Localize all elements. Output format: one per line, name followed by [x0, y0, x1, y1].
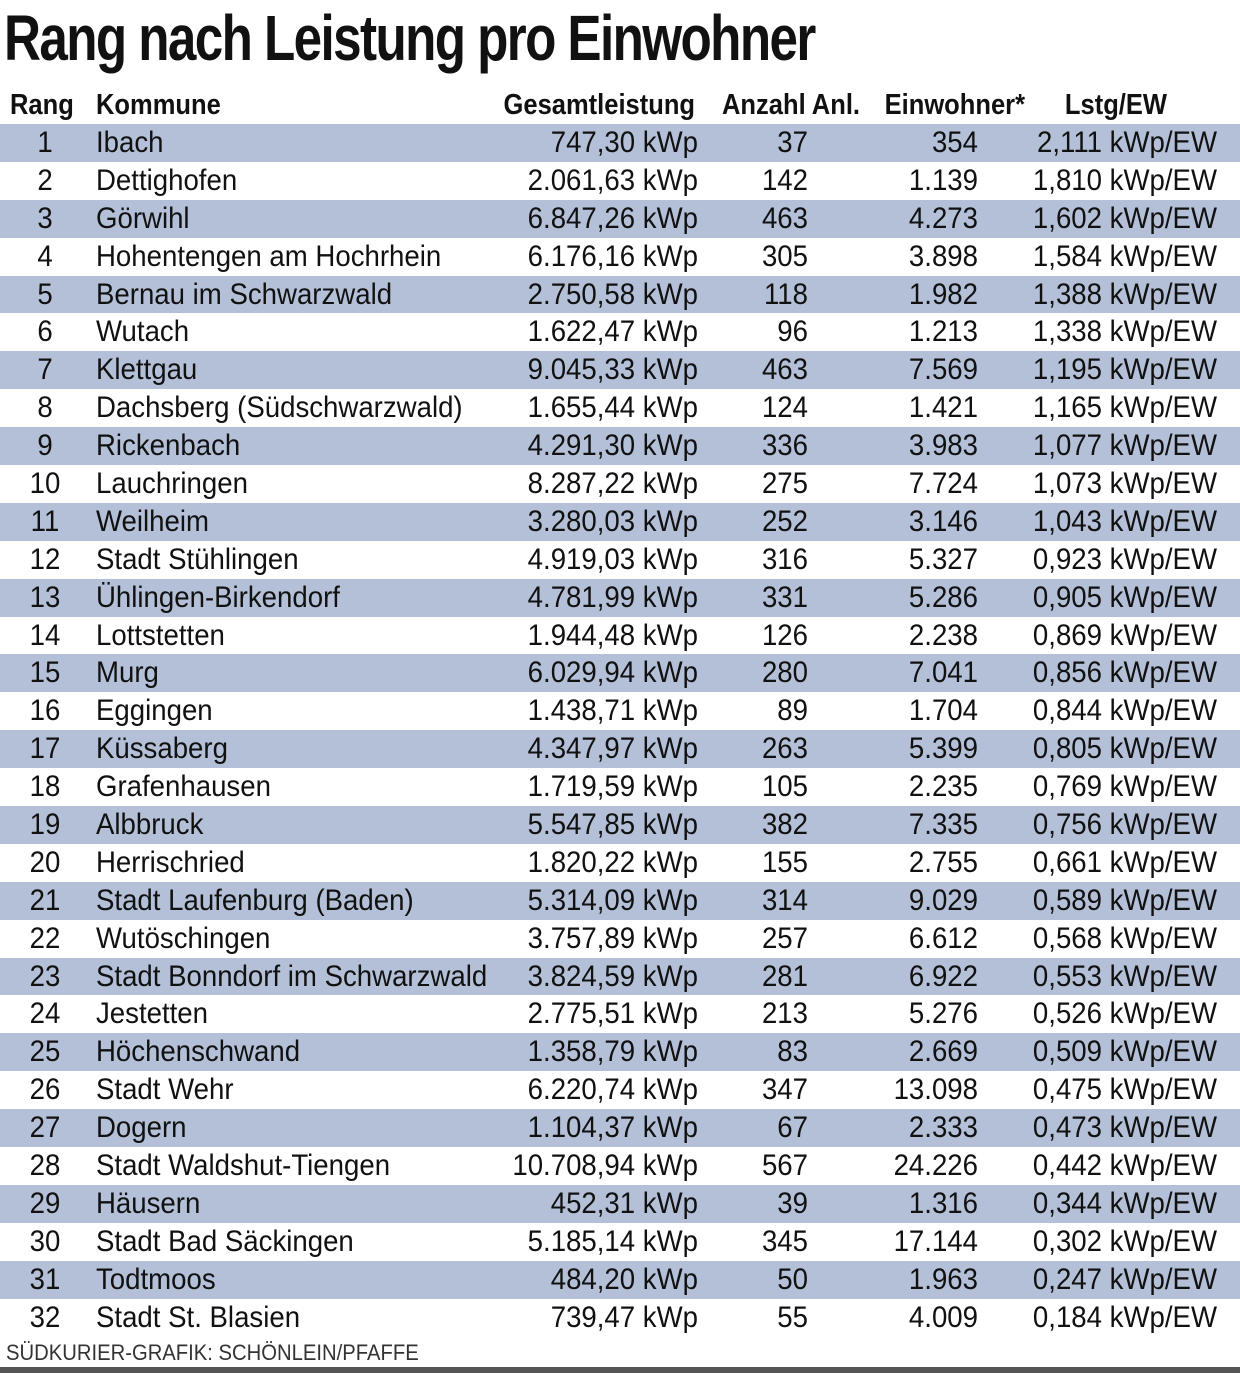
cell-rang: 18: [29, 770, 61, 804]
cell-anzahl-anlagen: 347: [761, 1073, 808, 1107]
cell-anzahl-anlagen: 96: [777, 315, 808, 349]
table-row: [0, 1223, 1240, 1261]
cell-gesamtleistung: 8.287,22 kWp: [527, 466, 698, 500]
cell-leistung-pro-einwohner: 0,856 kWp/EW: [1032, 656, 1217, 690]
cell-anzahl-anlagen: 316: [761, 542, 808, 576]
cell-leistung-pro-einwohner: 1,073 kWp/EW: [1032, 466, 1217, 500]
cell-einwohner: 5.276: [908, 997, 978, 1031]
table-row: [0, 541, 1240, 579]
cell-anzahl-anlagen: 305: [761, 239, 808, 273]
cell-gesamtleistung: 4.347,97 kWp: [527, 732, 698, 766]
cell-anzahl-anlagen: 50: [777, 1262, 808, 1296]
cell-kommune: Höchenschwand: [96, 1035, 301, 1069]
cell-rang: 24: [29, 997, 61, 1031]
cell-leistung-pro-einwohner: 1,077 kWp/EW: [1032, 429, 1217, 463]
cell-rang: 32: [29, 1300, 61, 1334]
cell-rang: 1: [37, 125, 53, 159]
table-row: [0, 313, 1240, 351]
cell-gesamtleistung: 1.944,48 kWp: [527, 618, 698, 652]
table-row: [0, 882, 1240, 920]
cell-kommune: Häusern: [96, 1186, 201, 1220]
cell-kommune: Küssaberg: [96, 732, 228, 766]
cell-gesamtleistung: 3.824,59 kWp: [527, 959, 698, 993]
cell-leistung-pro-einwohner: 0,247 kWp/EW: [1032, 1262, 1217, 1296]
cell-kommune: Dogern: [96, 1111, 187, 1145]
cell-anzahl-anlagen: 280: [761, 656, 808, 690]
cell-anzahl-anlagen: 257: [761, 921, 808, 955]
table-row: [0, 617, 1240, 655]
cell-leistung-pro-einwohner: 0,661 kWp/EW: [1032, 845, 1217, 879]
cell-gesamtleistung: 6.847,26 kWp: [527, 201, 698, 235]
cell-rang: 19: [29, 807, 61, 841]
cell-einwohner: 1.963: [908, 1262, 978, 1296]
cell-rang: 16: [29, 694, 61, 728]
cell-rang: 7: [37, 353, 53, 387]
table-row: [0, 1261, 1240, 1299]
cell-gesamtleistung: 747,30 kWp: [550, 125, 698, 159]
cell-kommune: Wutach: [96, 315, 190, 349]
cell-anzahl-anlagen: 331: [761, 580, 808, 614]
header-rang: Rang: [10, 88, 74, 121]
table-row: [0, 351, 1240, 389]
cell-anzahl-anlagen: 275: [761, 466, 808, 500]
cell-rang: 15: [29, 656, 61, 690]
cell-kommune: Wutöschingen: [96, 921, 271, 955]
table-row: [0, 200, 1240, 238]
cell-einwohner: 354: [931, 125, 978, 159]
cell-leistung-pro-einwohner: 0,568 kWp/EW: [1032, 921, 1217, 955]
cell-gesamtleistung: 3.757,89 kWp: [527, 921, 698, 955]
cell-einwohner: 1.139: [908, 163, 978, 197]
cell-gesamtleistung: 10.708,94 kWp: [512, 1148, 698, 1182]
header-gesamtleistung: Gesamtleistung: [503, 88, 695, 121]
cell-kommune: Stadt Bonndorf im Schwarzwald: [96, 959, 488, 993]
cell-kommune: Stadt Bad Säckingen: [96, 1224, 354, 1258]
table-row: [0, 1299, 1240, 1337]
cell-leistung-pro-einwohner: 1,388 kWp/EW: [1032, 277, 1217, 311]
cell-rang: 21: [29, 883, 61, 917]
header-leistung-pro-einwohner: Lstg/EW: [1064, 88, 1167, 121]
cell-kommune: Stadt Waldshut-Tiengen: [96, 1148, 391, 1182]
cell-gesamtleistung: 6.029,94 kWp: [527, 656, 698, 690]
cell-anzahl-anlagen: 336: [761, 429, 808, 463]
cell-einwohner: 1.421: [908, 391, 978, 425]
cell-anzahl-anlagen: 252: [761, 504, 808, 538]
cell-kommune: Grafenhausen: [96, 770, 271, 804]
table-row: [0, 238, 1240, 276]
cell-einwohner: 1.982: [908, 277, 978, 311]
cell-anzahl-anlagen: 142: [761, 163, 808, 197]
cell-leistung-pro-einwohner: 0,844 kWp/EW: [1032, 694, 1217, 728]
cell-gesamtleistung: 1.622,47 kWp: [527, 315, 698, 349]
table-row: [0, 730, 1240, 768]
table-row: [0, 768, 1240, 806]
cell-gesamtleistung: 2.775,51 kWp: [527, 997, 698, 1031]
table-row: [0, 1109, 1240, 1147]
cell-anzahl-anlagen: 263: [761, 732, 808, 766]
cell-leistung-pro-einwohner: 1,195 kWp/EW: [1032, 353, 1217, 387]
cell-gesamtleistung: 9.045,33 kWp: [527, 353, 698, 387]
table-row: [0, 692, 1240, 730]
cell-kommune: Stadt Wehr: [96, 1073, 234, 1107]
cell-leistung-pro-einwohner: 1,810 kWp/EW: [1032, 163, 1217, 197]
cell-kommune: Stadt Stühlingen: [96, 542, 299, 576]
cell-rang: 10: [29, 466, 61, 500]
cell-gesamtleistung: 5.185,14 kWp: [527, 1224, 698, 1258]
table-row: [0, 579, 1240, 617]
cell-anzahl-anlagen: 382: [761, 807, 808, 841]
chart-title: Rang nach Leistung pro Einwohner: [4, 2, 815, 74]
cell-einwohner: 2.669: [908, 1035, 978, 1069]
cell-kommune: Murg: [96, 656, 159, 690]
cell-gesamtleistung: 6.220,74 kWp: [527, 1073, 698, 1107]
cell-kommune: Lottstetten: [96, 618, 225, 652]
cell-einwohner: 1.316: [908, 1186, 978, 1220]
cell-einwohner: 4.009: [908, 1300, 978, 1334]
cell-gesamtleistung: 4.291,30 kWp: [527, 429, 698, 463]
cell-rang: 17: [29, 732, 61, 766]
cell-einwohner: 2.235: [908, 770, 978, 804]
header-einwohner: Einwohner*: [884, 88, 1025, 121]
cell-kommune: Stadt St. Blasien: [96, 1300, 301, 1334]
cell-einwohner: 5.327: [908, 542, 978, 576]
cell-rang: 6: [37, 315, 53, 349]
table-row: [0, 124, 1240, 162]
cell-rang: 23: [29, 959, 61, 993]
cell-einwohner: 4.273: [908, 201, 978, 235]
cell-leistung-pro-einwohner: 0,526 kWp/EW: [1032, 997, 1217, 1031]
cell-leistung-pro-einwohner: 2,111 kWp/EW: [1037, 125, 1217, 159]
cell-einwohner: 9.029: [908, 883, 978, 917]
cell-anzahl-anlagen: 345: [761, 1224, 808, 1258]
cell-gesamtleistung: 1.358,79 kWp: [527, 1035, 698, 1069]
cell-einwohner: 2.333: [908, 1111, 978, 1145]
cell-einwohner: 3.898: [908, 239, 978, 273]
cell-rang: 5: [37, 277, 53, 311]
cell-leistung-pro-einwohner: 0,905 kWp/EW: [1032, 580, 1217, 614]
cell-leistung-pro-einwohner: 1,338 kWp/EW: [1032, 315, 1217, 349]
table-row: [0, 503, 1240, 541]
cell-gesamtleistung: 1.655,44 kWp: [527, 391, 698, 425]
cell-kommune: Ühlingen-Birkendorf: [96, 580, 340, 614]
table-row: [0, 1071, 1240, 1109]
cell-anzahl-anlagen: 67: [777, 1111, 808, 1145]
cell-anzahl-anlagen: 567: [761, 1148, 808, 1182]
cell-rang: 3: [37, 201, 53, 235]
cell-anzahl-anlagen: 89: [777, 694, 808, 728]
cell-rang: 8: [37, 391, 53, 425]
cell-anzahl-anlagen: 55: [777, 1300, 808, 1334]
cell-gesamtleistung: 2.061,63 kWp: [527, 163, 698, 197]
cell-leistung-pro-einwohner: 0,473 kWp/EW: [1032, 1111, 1217, 1145]
cell-rang: 20: [29, 845, 61, 879]
table-row: [0, 465, 1240, 503]
cell-anzahl-anlagen: 118: [763, 277, 808, 311]
cell-gesamtleistung: 4.781,99 kWp: [527, 580, 698, 614]
cell-leistung-pro-einwohner: 0,805 kWp/EW: [1032, 732, 1217, 766]
cell-leistung-pro-einwohner: 0,869 kWp/EW: [1032, 618, 1217, 652]
cell-gesamtleistung: 3.280,03 kWp: [527, 504, 698, 538]
cell-rang: 29: [29, 1186, 61, 1220]
cell-anzahl-anlagen: 314: [761, 883, 808, 917]
table-row: [0, 806, 1240, 844]
cell-gesamtleistung: 1.104,37 kWp: [527, 1111, 698, 1145]
cell-einwohner: 1.213: [908, 315, 978, 349]
cell-einwohner: 17.144: [893, 1224, 978, 1258]
cell-gesamtleistung: 5.547,85 kWp: [527, 807, 698, 841]
cell-gesamtleistung: 739,47 kWp: [550, 1300, 698, 1334]
cell-einwohner: 2.755: [908, 845, 978, 879]
cell-gesamtleistung: 4.919,03 kWp: [527, 542, 698, 576]
cell-kommune: Görwihl: [96, 201, 190, 235]
cell-gesamtleistung: 6.176,16 kWp: [527, 239, 698, 273]
cell-kommune: Herrischried: [96, 845, 245, 879]
cell-einwohner: 5.286: [908, 580, 978, 614]
cell-kommune: Albbruck: [96, 807, 204, 841]
cell-einwohner: 7.569: [908, 353, 978, 387]
table-row: [0, 920, 1240, 958]
cell-kommune: Ibach: [96, 125, 164, 159]
header-kommune: Kommune: [96, 88, 221, 121]
cell-gesamtleistung: 1.719,59 kWp: [527, 770, 698, 804]
cell-einwohner: 7.041: [908, 656, 978, 690]
cell-gesamtleistung: 2.750,58 kWp: [527, 277, 698, 311]
cell-anzahl-anlagen: 213: [761, 997, 808, 1031]
cell-kommune: Lauchringen: [96, 466, 248, 500]
cell-leistung-pro-einwohner: 0,923 kWp/EW: [1032, 542, 1217, 576]
cell-kommune: Jestetten: [96, 997, 209, 1031]
bottom-rule: [0, 1367, 1240, 1373]
cell-leistung-pro-einwohner: 1,043 kWp/EW: [1032, 504, 1217, 538]
cell-anzahl-anlagen: 37: [777, 125, 808, 159]
cell-einwohner: 7.724: [908, 466, 978, 500]
cell-kommune: Hohentengen am Hochrhein: [96, 239, 442, 273]
cell-anzahl-anlagen: 39: [777, 1186, 808, 1220]
cell-einwohner: 24.226: [893, 1148, 978, 1182]
cell-kommune: Dettighofen: [96, 163, 238, 197]
cell-rang: 22: [29, 921, 61, 955]
cell-leistung-pro-einwohner: 0,553 kWp/EW: [1032, 959, 1217, 993]
cell-einwohner: 5.399: [908, 732, 978, 766]
ranking-table: [0, 86, 1240, 1337]
table-row: [0, 844, 1240, 882]
table-row: [0, 654, 1240, 692]
cell-kommune: Todtmoos: [96, 1262, 216, 1296]
cell-gesamtleistung: 1.438,71 kWp: [527, 694, 698, 728]
cell-rang: 30: [29, 1224, 61, 1258]
cell-leistung-pro-einwohner: 1,602 kWp/EW: [1032, 201, 1217, 235]
table-row: [0, 995, 1240, 1033]
table-row: [0, 1147, 1240, 1185]
cell-rang: 26: [29, 1073, 61, 1107]
cell-rang: 9: [37, 429, 53, 463]
cell-kommune: Bernau im Schwarzwald: [96, 277, 393, 311]
cell-kommune: Weilheim: [96, 504, 209, 538]
cell-leistung-pro-einwohner: 0,769 kWp/EW: [1032, 770, 1217, 804]
cell-anzahl-anlagen: 126: [761, 618, 808, 652]
cell-leistung-pro-einwohner: 0,442 kWp/EW: [1032, 1148, 1217, 1182]
cell-leistung-pro-einwohner: 0,344 kWp/EW: [1032, 1186, 1217, 1220]
cell-anzahl-anlagen: 155: [761, 845, 808, 879]
cell-leistung-pro-einwohner: 0,509 kWp/EW: [1032, 1035, 1217, 1069]
cell-gesamtleistung: 452,31 kWp: [550, 1186, 698, 1220]
cell-rang: 11: [30, 504, 60, 538]
table-row: [0, 389, 1240, 427]
cell-rang: 28: [29, 1148, 61, 1182]
table-row: [0, 162, 1240, 200]
cell-gesamtleistung: 5.314,09 kWp: [527, 883, 698, 917]
table-row: [0, 1033, 1240, 1071]
table-row: [0, 427, 1240, 465]
cell-einwohner: 3.983: [908, 429, 978, 463]
cell-rang: 14: [29, 618, 61, 652]
cell-anzahl-anlagen: 463: [761, 201, 808, 235]
cell-einwohner: 7.335: [908, 807, 978, 841]
cell-leistung-pro-einwohner: 0,756 kWp/EW: [1032, 807, 1217, 841]
cell-anzahl-anlagen: 105: [761, 770, 808, 804]
cell-anzahl-anlagen: 463: [761, 353, 808, 387]
table-header-row: [0, 86, 1240, 124]
cell-anzahl-anlagen: 83: [777, 1035, 808, 1069]
cell-leistung-pro-einwohner: 0,302 kWp/EW: [1032, 1224, 1217, 1258]
table-body: [0, 124, 1240, 1337]
cell-einwohner: 1.704: [908, 694, 978, 728]
table-row: [0, 276, 1240, 314]
cell-einwohner: 13.098: [893, 1073, 978, 1107]
cell-rang: 27: [29, 1111, 61, 1145]
cell-einwohner: 3.146: [908, 504, 978, 538]
cell-leistung-pro-einwohner: 1,165 kWp/EW: [1032, 391, 1217, 425]
cell-kommune: Klettgau: [96, 353, 198, 387]
cell-leistung-pro-einwohner: 0,184 kWp/EW: [1032, 1300, 1217, 1334]
table-row: [0, 1185, 1240, 1223]
cell-gesamtleistung: 1.820,22 kWp: [527, 845, 698, 879]
cell-leistung-pro-einwohner: 1,584 kWp/EW: [1032, 239, 1217, 273]
cell-rang: 4: [37, 239, 53, 273]
cell-leistung-pro-einwohner: 0,475 kWp/EW: [1032, 1073, 1217, 1107]
cell-anzahl-anlagen: 124: [761, 391, 808, 425]
table-row: [0, 958, 1240, 996]
cell-einwohner: 2.238: [908, 618, 978, 652]
cell-kommune: Dachsberg (Südschwarzwald): [96, 391, 463, 425]
header-anzahl-anlagen: Anzahl Anl.: [722, 88, 860, 121]
cell-rang: 12: [29, 542, 61, 576]
cell-anzahl-anlagen: 281: [761, 959, 808, 993]
cell-gesamtleistung: 484,20 kWp: [550, 1262, 698, 1296]
cell-leistung-pro-einwohner: 0,589 kWp/EW: [1032, 883, 1217, 917]
cell-rang: 13: [29, 580, 61, 614]
cell-kommune: Eggingen: [96, 694, 213, 728]
cell-einwohner: 6.922: [908, 959, 978, 993]
source-credit: SÜDKURIER-GRAFIK: SCHÖNLEIN/PFAFFE: [6, 1340, 419, 1365]
cell-kommune: Stadt Laufenburg (Baden): [96, 883, 414, 917]
cell-rang: 31: [29, 1262, 61, 1296]
cell-rang: 25: [29, 1035, 61, 1069]
cell-rang: 2: [37, 163, 53, 197]
cell-einwohner: 6.612: [908, 921, 978, 955]
cell-kommune: Rickenbach: [96, 429, 241, 463]
